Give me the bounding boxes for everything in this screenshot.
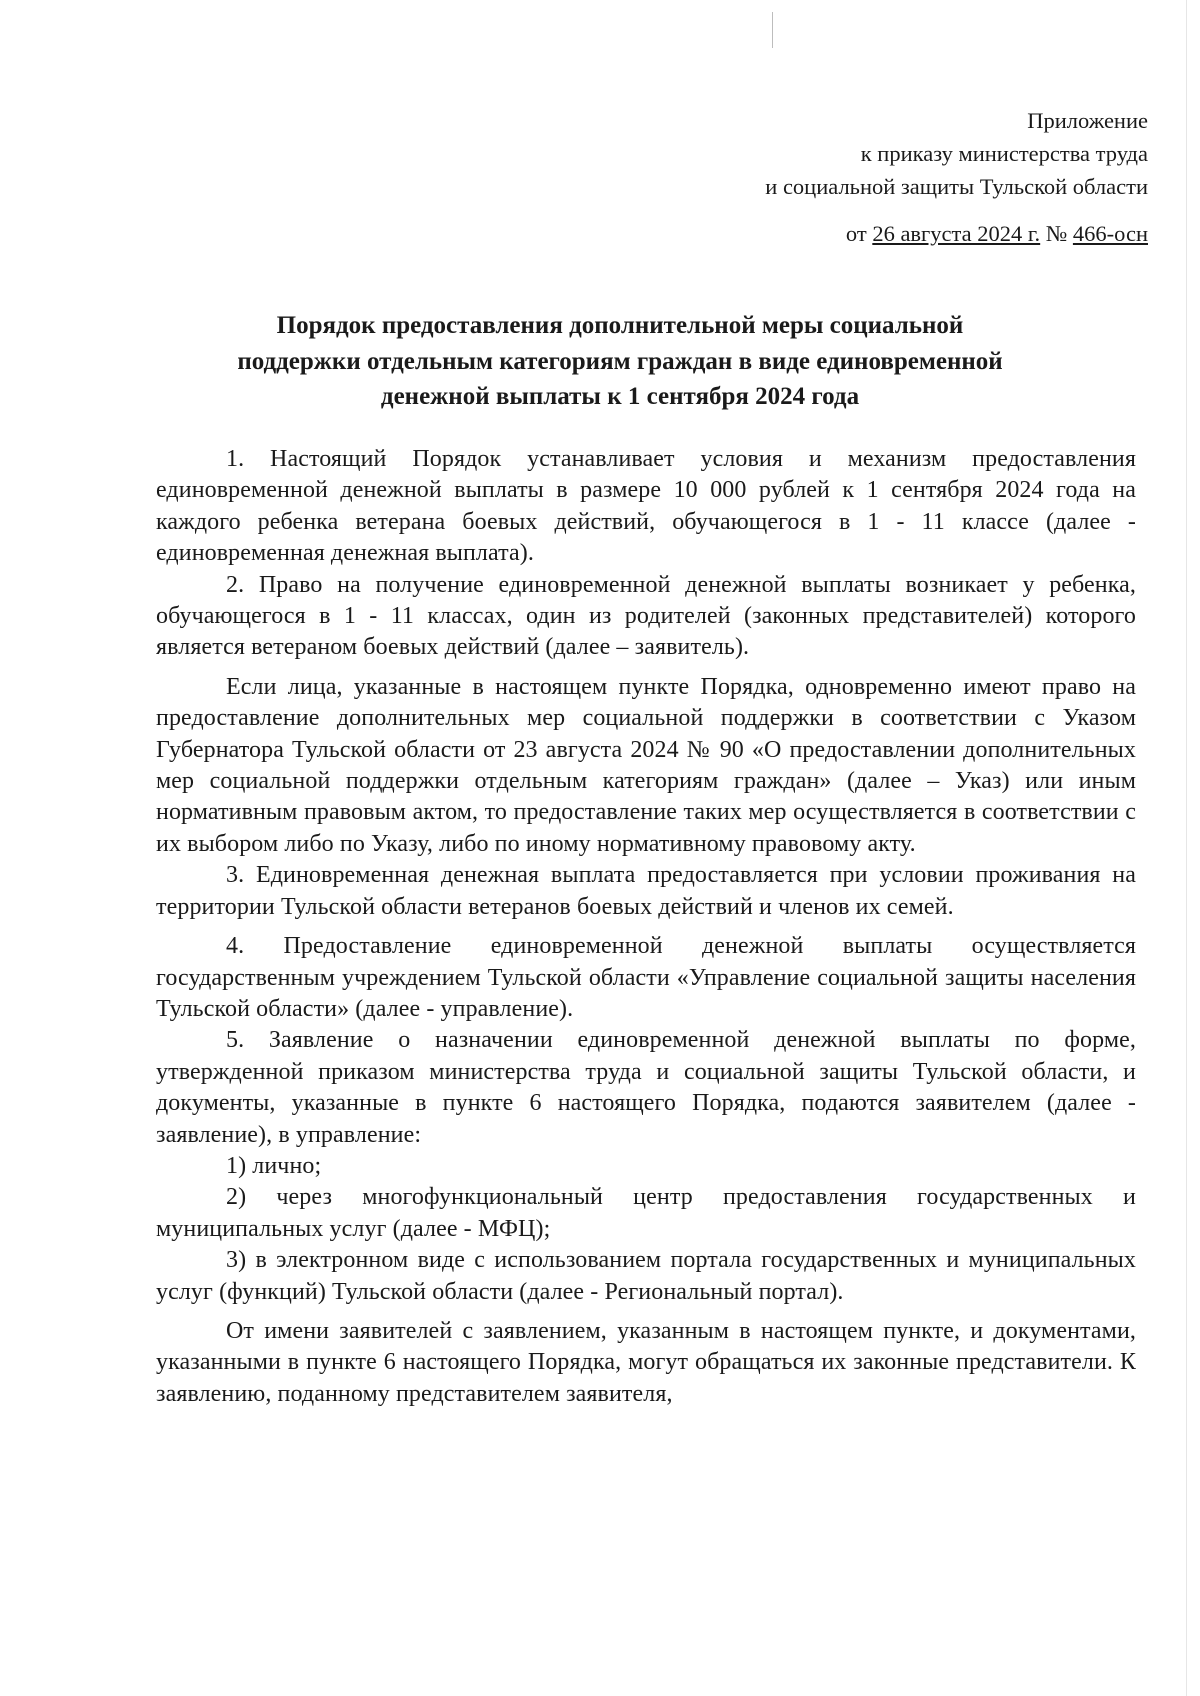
title-line: Порядок предоставления дополнительной меры социальной	[276, 312, 964, 339]
order-number: 466-осн	[1072, 221, 1148, 246]
annex-line: Приложение	[1027, 108, 1148, 133]
order-prefix: от	[845, 221, 867, 246]
order-number-sign: №	[1045, 221, 1068, 246]
annex-line: и социальной защиты Тульской области	[765, 174, 1148, 199]
list-item: 2) через многофункциональный центр предоставления государственных и муниципальных услуг (далее - МФЦ);	[156, 1184, 1136, 1242]
paragraph: 5. Заявление о назначении единовременной денежной выплаты по форме, утвержденной приказом министерства труда и социальной защиты Тульской области, и документы, указанные в пункте 6 настоящего Порядка, подаются заявителем (далее - заявление), в управление:	[156, 1027, 1136, 1148]
title-line: денежной выплаты к 1 сентября 2024 года	[380, 383, 860, 410]
order-date: 26 августа 2024 г.	[872, 221, 1041, 246]
paragraph: 4. Предоставление единовременной денежной выплаты осуществляется государственным учреждением Тульской области «Управление социальной защиты населения Тульской области» (далее - управление).	[156, 933, 1136, 1022]
paragraph: От имени заявителей с заявлением, указанным в настоящем пункте, и документами, указанными в пункте 6 настоящего Порядка, могут обращаться их законные представители. К заявлению, поданному представителем заявителя,	[156, 1317, 1136, 1407]
page-edge	[1186, 0, 1187, 1696]
document-body	[156, 444, 1136, 1410]
list-item: 1) лично;	[226, 1152, 322, 1179]
annex-line: к приказу министерства труда	[860, 141, 1148, 166]
title-line: поддержки отдельным категориям граждан в виде единовременной	[237, 347, 1003, 375]
paragraph: 3. Единовременная денежная выплата предоставляется при условии проживания на территории Тульской области ветеранов боевых действий и членов их семей.	[156, 862, 1136, 920]
paragraph: 1. Настоящий Порядок устанавливает условия и механизм предоставления единовременной денежной выплаты в размере 10 000 рублей к 1 сентября 2024 года на каждого ребенка ветерана боевых действий, обучающегося в 1 - 11 классе (далее - единовременная денежная выплата).	[156, 446, 1136, 567]
scan-artifact	[772, 12, 773, 48]
document-title	[120, 308, 1120, 415]
list-item: 3) в электронном виде с использованием портала государственных и муниципальных услуг (функций) Тульской области (далее - Региональный портал).	[156, 1247, 1136, 1305]
paragraph: 2. Право на получение единовременной денежной выплаты возникает у ребенка, обучающегося в 1 - 11 классах, один из родителей (законных представителей) которого является ветераном боевых действий (далее – заявитель).	[156, 571, 1136, 661]
order-reference	[846, 218, 1148, 250]
annex-header	[765, 104, 1148, 203]
paragraph: Если лица, указанные в настоящем пункте Порядка, одновременно имеют право на предоставление дополнительных мер социальной поддержки в соответствии с Указом Губернатора Тульской области от 23 августа 2024 № 90 «О предоставлении дополнительных мер социальной поддержки отдельным категориям граждан» (далее – Указ) или иным нормативным правовым актом, то предоставление таких мер осуществляется в соответствии с их выбором либо по Указу, либо по иному нормативному правовому акту.	[156, 673, 1136, 857]
